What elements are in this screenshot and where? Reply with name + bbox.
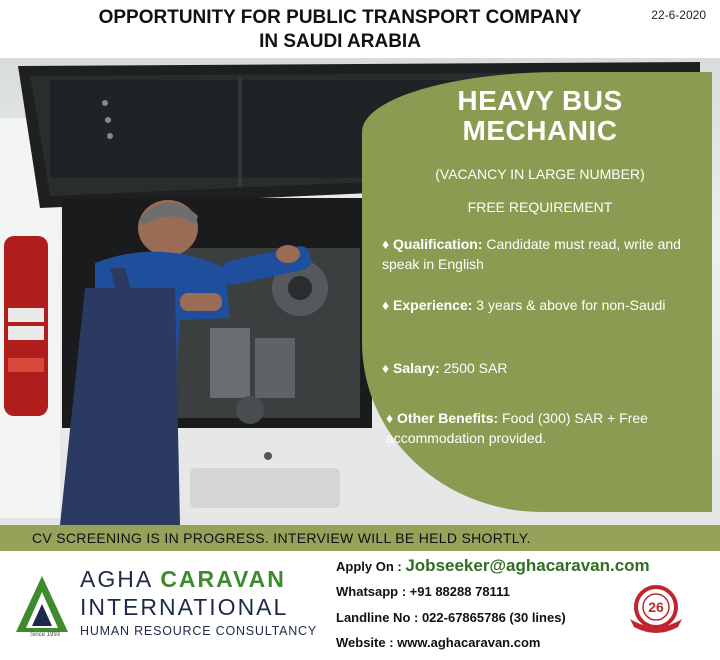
requirement-note: FREE REQUIREMENT — [467, 199, 613, 215]
job-title-line-2: MECHANIC — [462, 115, 618, 146]
qualification-label: Qualification: — [393, 236, 483, 252]
apply-line — [336, 556, 650, 576]
experience-label: Experience: — [393, 297, 473, 313]
apply-email-link[interactable]: Jobseeker@aghacaravan.com — [405, 556, 650, 575]
benefits-label: Other Benefits: — [397, 410, 499, 426]
salary-text: 2500 SAR — [439, 360, 508, 376]
salary-item — [382, 358, 712, 378]
website-link[interactable]: Website : www.aghacaravan.com — [336, 635, 541, 650]
experience-item — [382, 295, 712, 315]
apply-label: Apply On : — [336, 559, 406, 574]
benefits-item — [386, 408, 716, 448]
diamond-bullet-icon: ♦ — [382, 297, 390, 313]
anniversary-seal-icon — [626, 583, 686, 633]
since-year: Since 1993 — [30, 632, 61, 638]
brand-name-line-2: INTERNATIONAL — [80, 594, 289, 620]
qualification-text: Candidate must read, write and speak in English — [382, 236, 681, 272]
brand-tagline: HUMAN RESOURCE CONSULTANCY — [80, 624, 318, 638]
header — [0, 0, 720, 58]
cv-screening-banner: CV SCREENING IS IN PROGRESS. INTERVIEW WILL BE HELD SHORTLY. — [0, 525, 720, 551]
headline-line-2: IN SAUDI ARABIA — [259, 31, 421, 52]
job-title-line-1: HEAVY BUS — [457, 85, 623, 116]
seal-number: 26 — [648, 599, 664, 615]
benefits-text: Food (300) SAR + Free accommodation provided. — [386, 410, 648, 446]
whatsapp-line[interactable]: Whatsapp : +91 88288 78111 — [336, 584, 510, 599]
brand-word-caravan: CARAVAN — [160, 566, 286, 592]
experience-text: 3 years & above for non-Saudi — [472, 297, 666, 313]
agha-caravan-logo-icon — [14, 574, 70, 640]
brand-name-line-1 — [80, 566, 286, 593]
landline-line[interactable]: Landline No : 022-67865786 (30 lines) — [336, 610, 566, 625]
headline — [60, 6, 620, 54]
brand-word-agha: AGHA — [80, 566, 152, 592]
job-title — [400, 86, 680, 146]
vacancy-note: (VACANCY IN LARGE NUMBER) — [435, 166, 645, 182]
diamond-bullet-icon: ♦ — [386, 410, 394, 426]
post-date: 22-6-2020 — [651, 8, 706, 22]
diamond-bullet-icon: ♦ — [382, 236, 390, 252]
diamond-bullet-icon: ♦ — [382, 360, 390, 376]
qualification-item — [382, 234, 712, 274]
salary-label: Salary: — [393, 360, 440, 376]
headline-line-1: OPPORTUNITY FOR PUBLIC TRANSPORT COMPANY — [98, 7, 582, 28]
